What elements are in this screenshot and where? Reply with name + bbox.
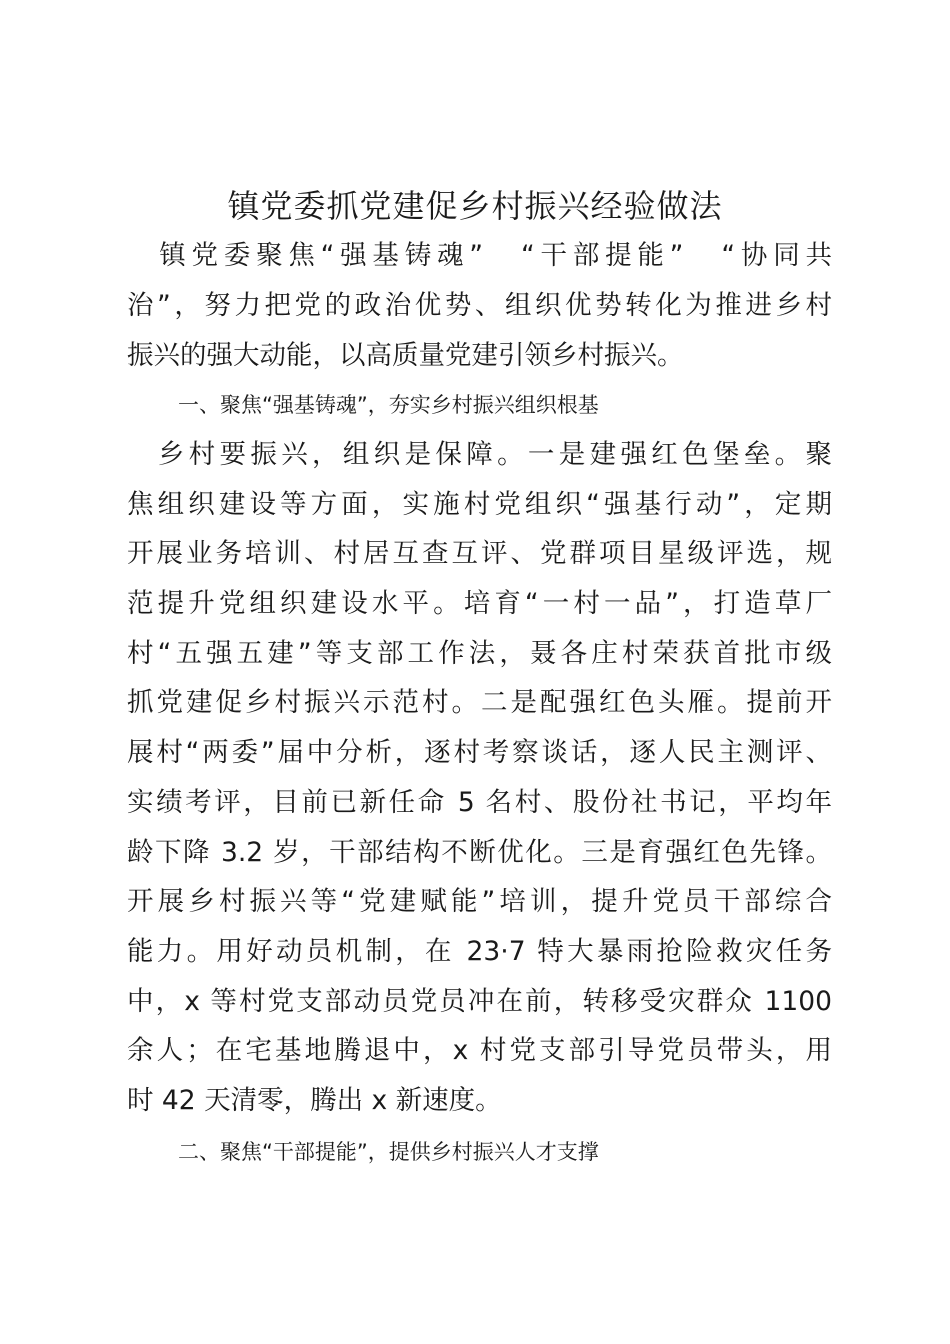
intro-line: 治”，努力把党的政治优势、组织优势转化为推进乡村 xyxy=(127,290,832,321)
section1-line: 焦组织建设等方面，实施村党组织“强基行动”，定期 xyxy=(127,489,832,520)
section1-line: 范提升党组织建设水平。培育“一村一品”，打造草厂 xyxy=(127,588,832,619)
section1-line: 能力。用好动员机制，在 23·7 特大暴雨抢险救灾任务 xyxy=(127,936,832,967)
intro-line: 镇党委聚焦“强基铸魂” “干部提能” “协同共 xyxy=(127,240,832,271)
section1-line: 抓党建促乡村振兴示范村。二是配强红色头雁。提前开 xyxy=(127,687,832,718)
section1-line: 乡村要振兴，组织是保障。一是建强红色堡垒。聚 xyxy=(127,439,832,470)
section1-line: 龄下降 3.2 岁，干部结构不断优化。三是育强红色先锋。 xyxy=(127,837,832,868)
section1-line: 余人；在宅基地腾退中，x 村党支部引导党员带头，用 xyxy=(127,1035,832,1066)
section1-line: 开展乡村振兴等“党建赋能”培训，提升党员干部综合 xyxy=(127,886,832,917)
section1-line: 时 42 天清零，腾出 x 新速度。 xyxy=(127,1085,502,1116)
section1-line: 实绩考评，目前已新任命 5 名村、股份社书记，平均年 xyxy=(127,787,832,818)
section1-line: 中，x 等村党支部动员党员冲在前，转移受灾群众 1100 xyxy=(127,986,832,1017)
document-title: 镇党委抓党建促乡村振兴经验做法 xyxy=(227,187,723,225)
intro-line: 振兴的强大动能，以高质量党建引领乡村振兴。 xyxy=(127,340,684,371)
section-heading-1: 一、聚焦“强基铸魂”，夯实乡村振兴组织根基 xyxy=(178,393,599,417)
section-heading-2: 二、聚焦“干部提能”，提供乡村振兴人才支撑 xyxy=(178,1140,599,1164)
section1-line: 开展业务培训、村居互查互评、党群项目星级评选，规 xyxy=(127,538,832,569)
section1-line: 村“五强五建”等支部工作法，聂各庄村荣获首批市级 xyxy=(127,638,832,669)
section1-line: 展村“两委”届中分析，逐村考察谈话，逐人民主测评、 xyxy=(127,737,832,768)
